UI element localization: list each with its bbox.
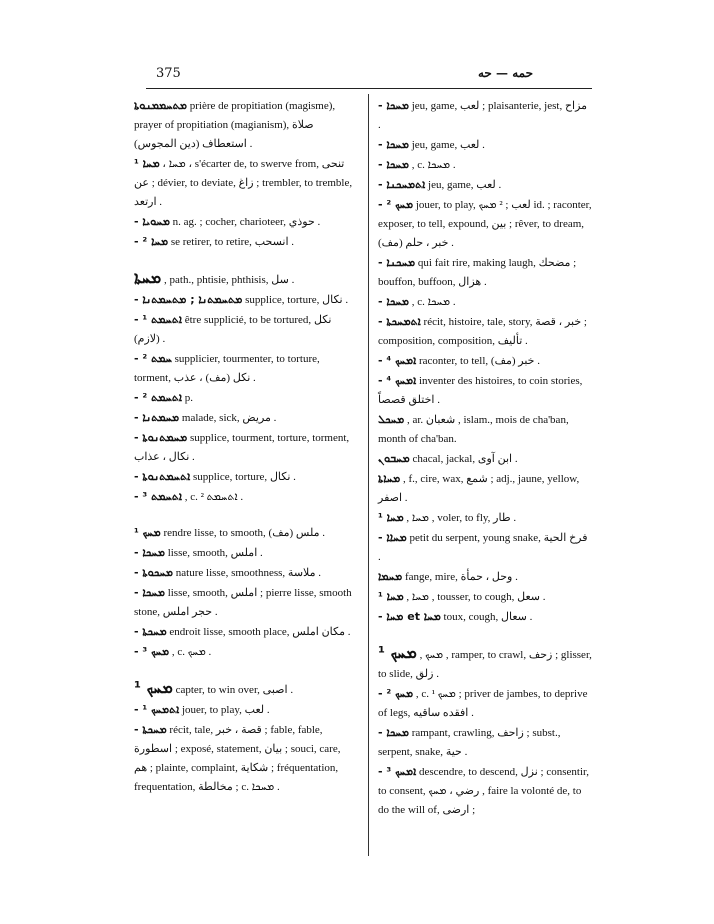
dictionary-entry	[134, 290, 356, 310]
entry-headword: ܡܚܐ ² -	[134, 235, 169, 248]
entry-headword: ܡܚܟ ² -	[378, 198, 414, 211]
dictionary-entry	[378, 195, 592, 253]
entry-headword: ܡܚܟܐ -	[378, 726, 409, 739]
entry-headword: ܡܚܟܬܐ -	[134, 723, 167, 736]
entry-headword: ܡܚܟܐ -	[378, 295, 409, 308]
dictionary-entry	[378, 135, 592, 155]
entry-gloss: nature lisse, smoothness, ملاسة .	[175, 567, 321, 579]
dictionary-entry	[378, 351, 592, 371]
right-column	[378, 96, 592, 820]
entry-gloss: jeu, game, لعب ; plaisanterie, jest, مزاح .	[378, 100, 588, 131]
entry-headword: ܐܬܚܡܬ ² -	[134, 391, 182, 404]
entry-headword: ܡܚܐ ¹	[378, 590, 404, 603]
dictionary-entry	[134, 310, 356, 349]
entry-headword: ܡܚܟܬܐ -	[134, 625, 167, 638]
entry-headword: ܡܚܟ ¹	[134, 526, 161, 539]
entry-gloss: , f., cire, wax, شمع ; adj., jaune, yellow, اصفر .	[378, 473, 580, 504]
entry-headword: ܡܚܟܐ -	[378, 158, 409, 171]
entry-gloss: , ܡܚܟ , ramper, to crawl, زحف ; glisser, to slide, زلق .	[378, 649, 592, 680]
entry-gloss: jeu, game, لعب .	[411, 139, 485, 151]
entry-headword: ܡܚܡܐ	[378, 570, 403, 583]
dictionary-entry	[134, 523, 356, 543]
dictionary-entry	[378, 528, 592, 567]
dictionary-entry	[378, 469, 592, 508]
entry-headword: ܡܚܘܝܐ -	[134, 215, 170, 228]
entry-gloss: jouer, to play, لعب ; ² ܡܚܟ id. ; raconter, exposer, to tell, expound, بين ; rêver, to dream, (مف) خبر ، حلم .	[378, 199, 592, 249]
dictionary-entry	[134, 720, 356, 797]
entry-headword: ܡܚܐܐ -	[378, 531, 407, 544]
dictionary-entry	[378, 762, 592, 820]
entry-gloss: supplice, tourment, torture, torment, نكال ، عذاب .	[134, 432, 350, 463]
entry-headword: ܡܚܬܐ	[134, 268, 162, 287]
dictionary-entry	[134, 563, 356, 583]
dictionary-entry	[378, 292, 592, 312]
entry-gloss: , ܡܚܐ , tousser, to cough, سعل .	[406, 591, 546, 603]
entry-gloss: , path., phtisie, phthisis, سل .	[164, 274, 295, 286]
dictionary-entry	[378, 723, 592, 762]
entry-gloss: supplice, torture, نكال .	[192, 471, 296, 483]
entry-headword: ܐܡܚܟ ⁴ -	[378, 354, 417, 367]
entry-headword: ܐܬܡܚܟܢܐ -	[378, 178, 426, 191]
dictionary-entry	[134, 428, 356, 467]
entry-headword: ܡܚܟ ² -	[378, 687, 414, 700]
dictionary-entry	[378, 607, 592, 627]
entry-headword: ܡܚܟܢܐ -	[378, 256, 416, 269]
left-column	[134, 96, 356, 797]
dictionary-entry	[134, 642, 356, 662]
entry-headword: ܐܡܚܟ ³ -	[378, 765, 417, 778]
entry-gloss: endroit lisse, smooth place, مكان املس .	[169, 626, 351, 638]
entry-headword: ܐܡܚܟ ⁴ -	[378, 374, 417, 387]
entry-gloss: malade, sick, مريض .	[181, 412, 277, 424]
dictionary-entry	[134, 408, 356, 428]
dictionary-entry	[378, 253, 592, 292]
entry-gloss: rendre lisse, to smooth, (مف) ملس .	[163, 527, 325, 539]
entry-gloss: capter, to win over, اصبى .	[175, 684, 294, 696]
dictionary-entry	[134, 212, 356, 232]
entry-headword: ܚܡܬ ² -	[134, 352, 172, 365]
dictionary-entry	[134, 583, 356, 622]
entry-headword: ܡܚܡܬܢܐ -	[134, 411, 180, 424]
entry-headword: ܡܚܟܐ -	[378, 138, 409, 151]
dictionary-entry	[378, 508, 592, 528]
entry-gloss: petit du serpent, young snake, فرخ الحية .	[378, 532, 588, 563]
entry-gloss: récit, tale, قصة ، خبر ; fable, fable, اسطورة ; exposé, statement, بيان ; souci, care, هم ; plainte, complaint, شكاية ; fréquentation, frequentation, مخالطة ; c. ܡܚܟܐ .	[134, 724, 341, 793]
entry-headword: ܐܬܚܡܬ ¹ -	[134, 313, 182, 326]
running-head: حمه — حه	[478, 66, 533, 80]
entry-gloss: supplicier, tourmenter, to torture, torment, نكل (مف) ، عذب .	[134, 353, 320, 384]
dictionary-entry	[134, 388, 356, 408]
dictionary-entry	[378, 155, 592, 175]
dictionary-entry	[134, 232, 356, 252]
dictionary-entry	[134, 700, 356, 720]
entry-gloss: lisse, smooth, املس .	[167, 547, 263, 559]
dictionary-entry	[378, 587, 592, 607]
entry-gloss: descendre, to descend, نزل ; consentir, to consent, رضي ، ܡܚܟ , faire la volonté de, to do the will of, ارضى ;	[378, 766, 589, 816]
entry-gloss: , ar. شعبان , islam., mois de cha'ban, month of cha'ban.	[378, 414, 569, 445]
entry-gloss: toux, cough, سعال .	[443, 611, 533, 623]
dictionary-entry	[134, 154, 356, 212]
entry-gloss: n. ag. ; cocher, charioteer, حوذي .	[172, 216, 321, 228]
entry-headword: ܡܬܚܡܡܢܘܬܐ	[134, 99, 187, 112]
entry-gloss: qui fait rire, making laugh, مضحك ; bouffon, buffoon, هزال .	[378, 257, 577, 288]
dictionary-entry	[134, 467, 356, 487]
dictionary-entry	[378, 371, 592, 410]
entry-gloss: , ܡܚܐ , voler, to fly, طار .	[406, 512, 517, 524]
entry-headword: ܡܚܟܐ -	[134, 586, 165, 599]
entry-headword: ܡܚܐ et ܡܚܐ -	[378, 610, 441, 623]
dictionary-entry	[378, 410, 592, 449]
dictionary-entry	[134, 543, 356, 563]
entry-headword: ܐܬܡܚܟܬܐ -	[378, 315, 421, 328]
dictionary-entry	[134, 349, 356, 388]
entry-headword: ܡܬܚܡܬܢܐ ; ܡܬܚܡܬܢܐ -	[134, 293, 243, 306]
entry-gloss: p.	[184, 392, 193, 404]
entry-gloss: , c. ܡܚܟܐ .	[411, 159, 456, 171]
dictionary-entry	[378, 175, 592, 195]
dictionary-entry	[134, 487, 356, 507]
dictionary-entry	[378, 567, 592, 587]
entry-gloss: récit, histoire, tale, story, خبر ، قصة ; composition, composition, تأليف .	[378, 316, 587, 347]
entry-gloss: , c. ¹ ܡܚܟ ; priver de jambes, to deprive of legs, افقده ساقيه .	[378, 688, 588, 719]
entry-headword: ܡܚܟ ¹	[378, 643, 417, 662]
dictionary-entry	[378, 312, 592, 351]
entry-gloss: lisse, smooth, املس ; pierre lisse, smooth stone, حجر املس .	[134, 587, 352, 618]
entry-headword: ܡܚܒܘܢ	[378, 452, 410, 465]
entry-headword: ܡܚܟܐ -	[378, 99, 409, 112]
entry-headword: ܡܚܐܬܐ	[378, 472, 401, 485]
entry-headword: ܡܚܟܠ	[378, 413, 405, 426]
entry-headword: ܡܚܟ ³ -	[134, 645, 170, 658]
entry-gloss: ، ܡܚܐ ، s'écarter de, to swerve from, تنحى عن ; dévier, to deviate, زاغ ; trembler, to tremble, ارتعد .	[134, 158, 353, 208]
entry-headword: ܐܬܡܚܟ ¹ -	[134, 703, 180, 716]
entry-headword: ܡܚܟ ¹	[134, 678, 173, 697]
entry-gloss: jouer, to play, لعب .	[181, 704, 270, 716]
entry-headword: ܡܚܐ ¹	[378, 511, 404, 524]
entry-gloss: rampant, crawling, زاحف ; subst., serpent, snake, حية .	[378, 727, 561, 758]
entry-gloss: raconter, to tell, (مف) خبر .	[418, 355, 540, 367]
page-number: 375	[156, 66, 181, 81]
column-rule	[368, 94, 369, 856]
entry-headword: ܡܚܟܐ -	[134, 546, 165, 559]
dictionary-entry	[134, 268, 356, 290]
dictionary-entry	[134, 622, 356, 642]
dictionary-entry	[378, 643, 592, 684]
entry-headword: ܡܚܡܬܢܘܬܐ -	[134, 431, 188, 444]
dictionary-entry	[378, 449, 592, 469]
entry-headword: ܐܬܚܡܬ ³ -	[134, 490, 182, 503]
entry-gloss: inventer des histoires, to coin stories, اختلق قصصاً .	[378, 375, 583, 406]
entry-gloss: , c. ܡܚܟ .	[171, 646, 212, 658]
dictionary-entry	[134, 96, 356, 154]
dictionary-entry	[134, 678, 356, 700]
entry-gloss: chacal, jackal, ابن آوى .	[412, 453, 518, 465]
entry-gloss: prière de propitiation (magisme), prayer of propitiation (magianism), صلاة استعطاف (دين المجوس) .	[134, 100, 336, 150]
entry-gloss: , c. ² ܐܬܚܡܬ .	[184, 491, 244, 503]
entry-headword: ܡܚܟܘܬܐ -	[134, 566, 174, 579]
entry-gloss: jeu, game, لعب .	[428, 179, 502, 191]
header-rule	[146, 88, 592, 89]
entry-headword: ܡܚܐ ¹	[134, 157, 160, 170]
dictionary-entry	[378, 96, 592, 135]
entry-gloss: être supplicié, to be tortured, نكل (لازم) .	[134, 314, 332, 345]
entry-gloss: se retirer, to retire, انسحب .	[170, 236, 295, 248]
dictionary-entry	[378, 684, 592, 723]
entry-gloss: fange, mire, وحل ، حمأة .	[405, 571, 518, 583]
entry-gloss: supplice, torture, نكال .	[245, 294, 349, 306]
entry-headword: ܐܬܚܡܬܢܘܬܐ -	[134, 470, 191, 483]
entry-gloss: , c. ܡܚܟܐ .	[411, 296, 456, 308]
